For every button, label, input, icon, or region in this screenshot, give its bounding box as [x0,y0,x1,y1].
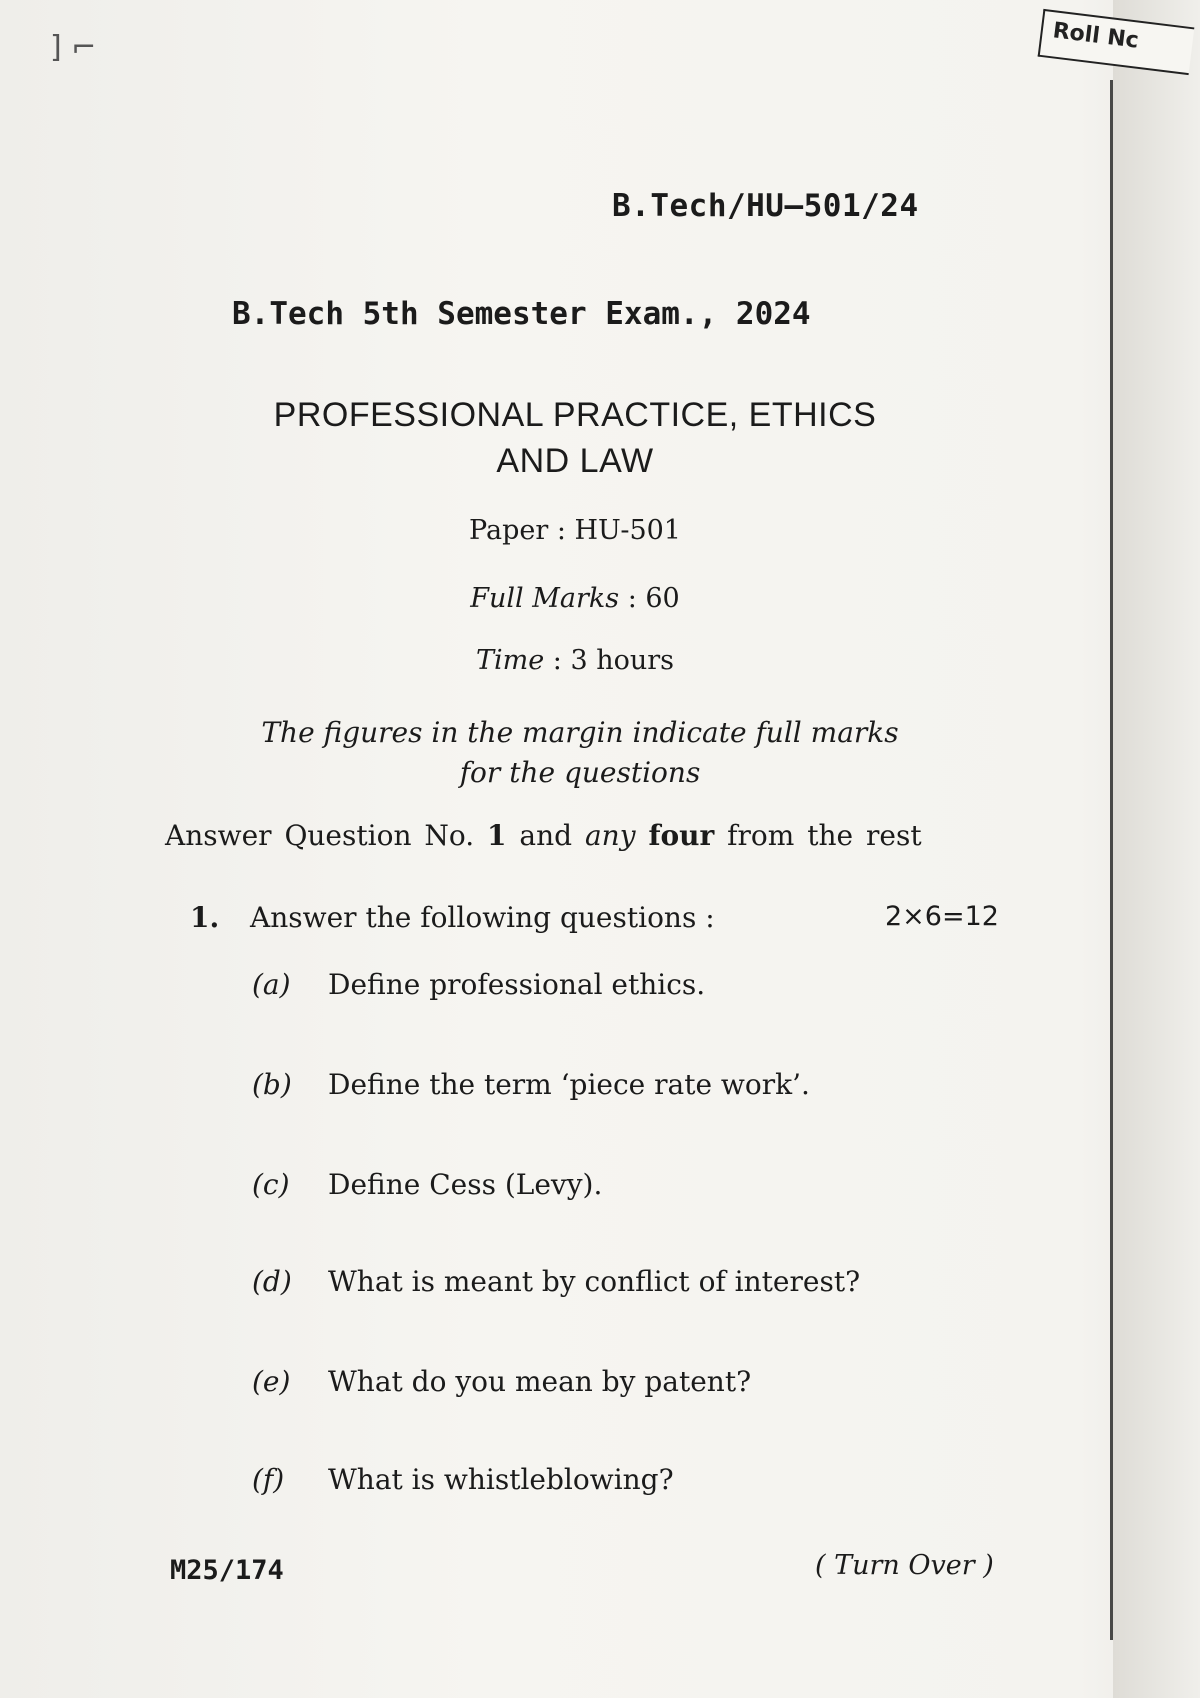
subject-title [0,392,1150,484]
subject-title-line-1: PROFESSIONAL PRACTICE, ETHICS [273,396,877,434]
page-edge-shadow [1113,0,1200,1698]
part-label: (e) [252,1365,291,1398]
answer-prefix: Answer Question No. [165,819,488,852]
answer-any: any [584,819,636,852]
part-text: Define professional ethics. [328,968,706,1001]
answer-four: four [648,819,715,852]
full-marks-value: : 60 [619,583,680,614]
answer-instruction [165,819,922,852]
question-1-marks: 2×6=12 [885,901,999,932]
part-text: Define Cess (Levy). [328,1168,603,1201]
paper-number: Paper : HU-501 [469,515,681,546]
part-label: (a) [252,968,291,1001]
answer-mid: and [506,819,585,852]
part-text: What do you mean by patent? [328,1365,752,1398]
part-label: (d) [252,1265,292,1298]
answer-suffix: from the rest [714,819,922,852]
subject-title-line-2: AND LAW [496,442,654,480]
answer-question-number: 1 [487,819,507,852]
marks-instruction-line-1: The figures in the margin indicate full marks [261,716,899,749]
part-text: What is meant by conflict of interest? [328,1265,861,1298]
paper-code: B.Tech/HU–501/24 [612,188,919,224]
part-text: Define the term ‘piece rate work’. [328,1068,810,1101]
marks-instruction-line-2: for the questions [459,756,701,789]
exam-title: B.Tech 5th Semester Exam., 2024 [232,296,811,332]
exam-time [0,645,1150,676]
turn-over-note: ( Turn Over ) [815,1550,994,1581]
question-1-text: Answer the following questions : [250,901,715,934]
page-edge-line [1110,80,1113,1640]
part-label: (b) [252,1068,292,1101]
part-label: (f) [252,1463,285,1496]
corner-mark: ] ⌐ [50,30,97,65]
footer-code: M25/174 [170,1555,284,1586]
part-label: (c) [252,1168,290,1201]
full-marks-label: Full Marks [470,583,620,614]
question-1-number: 1. [190,901,220,934]
full-marks [0,583,1150,614]
roll-number-label: Roll Nc [1051,18,1141,54]
time-label: Time [475,645,545,676]
time-value: : 3 hours [544,645,675,676]
marks-instruction [0,713,1160,793]
part-text: What is whistleblowing? [328,1463,674,1496]
